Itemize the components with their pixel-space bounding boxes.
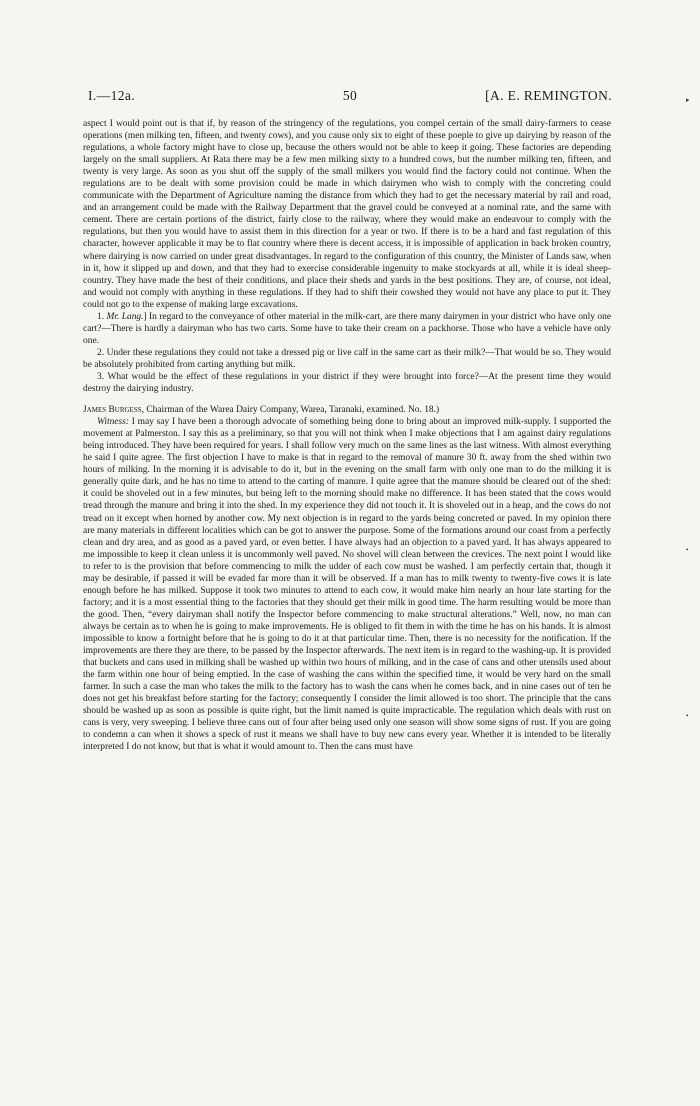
margin-mark: • bbox=[686, 712, 689, 720]
witness-name: James Burgess bbox=[83, 405, 142, 416]
question-answer: 1. Mr. Lang.] In regard to the conveyance of other material in the milk-cart, are there many dairymen in your district who have only one cart?—There is hardly a dairyman who has two carts. Some have to take their cream on a packhorse. Those who have a vehicle have only one. bbox=[83, 311, 612, 346]
margin-mark: • bbox=[686, 546, 689, 554]
speaker-name: Mr. Lang. bbox=[106, 311, 144, 322]
paper-reference: I.—12a. bbox=[88, 88, 136, 103]
question-answer: 2. Under these regulations they could not take a dressed pig or live calf in the same cart as their milk?—That would be so. They would be absolutely prohibited from carting anything but milk. bbox=[83, 347, 611, 370]
document-body bbox=[83, 118, 611, 753]
paragraph: aspect I would point out is that if, by reason of the stringency of the regulations, you compel certain of the small dairy-farmers to cease operations (men milking ten, fifteen, and twenty cows), and you cause only six to eight of these poeple to give up dairying by reason of the regulations, a whole factory might have to close up, because the others would not be able to keep it going. These factories are depending largely on the small suppliers. At Rata there may be a few men milking sixty to a hundred cows, but the number milking ten, fifteen, and twenty is very large. As soon as you shut off the supply of the small milkers you would find the factory could not continue. When the regulations are to be dealt with some provision could be made in which dairymen who wish to comply with the concreting could communicate with the Department of Agriculture naming the distance from which they had to get the necessary material by rail and road, and an arrangement could be made with the Railway Department that the gravel could be conveyed at a nominal rate, and the same with cement. There are certain portions of the district, fairly close to the railway, where they would make an endeavour to comply with the regulations, but then you would have to assist them in this direction for a year or two. If there is to be a hard and fast regulation of this character, however applicable it may be to flat country where there is decent access, it is impossible of application in back broken country, where dairying is now carried on under great disadvantages. In regard to the configuration of this country, the Minister of Lands saw, when in it, how it slipped up and down, and that they had to exercise considerable ingenuity to make stockyards at all, while it is ideal sheep-country. They have made the best of their conditions, and place their sheds and yards in the best positions. They are, of course, not ideal, and would not comply with anything in these regulations. If they had to shift their cowshed they would not have any place to put it. They could not go to the expense of making large excavations. bbox=[83, 119, 611, 310]
witness-header-name: [A. E. REMINGTON. bbox=[485, 88, 612, 103]
witness-statement: Witness: I may say I have been a thorough advocate of something being done to bring about an improved milk-supply. I supported the movement at Palmerston. I say this as a preliminary, so that you will not think when I make objections that I am against dairy regulations being introduced. They have been required for years. I shall follow very much on the same lines as the last witness. With almost everything he said I quite agree. The first objection I have to make is that in regard to the removal of manure 30 ft. away from the shed within two hours of milking. In the morning it is advisable to do it, but in the evening on the small farm with only one man to do the milking it is generally quite dark, and he has no time to attend to the carting of manure. I quite agree that the manure should be cleared out of the shed: it could be shoveled out in a few minutes, but being left to the morning should make no difference. It has been stated that the cows would tread through the manure and bring it into the shed. In my experience they did not touch it. It is shoveled out in a heap, and the cows do not tread on it except when horned by another cow. My next objection is in regard to the yards being concreted or paved. In my opinion there are many materials in different localities which can be got to answer the purpose. Some of the formations around our coast from a perfectly clean and dry area, and as good as a paved yard, or even better. I have always had an objection to a paved yard. It has always appeared to me impossible to keep it clean unless it is uncommonly well paved. No shovel will clean between the crevices. The next point I would like to refer to is the provision that before commencing to milk the udder of each cow must be washed. I am perfectly certain that, though it may be desirable, if passed it will be evaded far more than it will be observed. If a man has to milk twenty to twenty-five cows it is late enough before he has milked. Suppose it took two minutes to attend to each cow, it would make him nearly an hour late starting for the factory; and it is a most essential thing to the factories that they should get their milk in good time. The harm resulting would be more than the good. Then, “every dairyman shall notify the Inspector before commencing to make structural alterations.” Well, now, no man can always be certain as to when he is going to make improvements. He is obliged to fit them in with the time he has on his hands. It is almost impossible to know a fortnight before that he is going to do it at that particular time. Then, there is no necessity for the notification. If the improvements are there they are there, to be passed by the Inspector afterwards. The next item is in regard to the washing-up. It is provided that buckets and cans used in milking shall be washed up within two hours of milking, and in the case of cans and other utensils used about the farm within one hour of being emptied. In the case of washing the cans within the specified time, it would be very hard on the small farmer. In such a case the man who takes the milk to the factory has to wash the cans when he comes back, and in nine cases out of ten he does not get his breakfast before starting for the factory; consequently I consider the limit allowed is too short. The principle that the cans should be washed up as soon as possible is quite right, but the limit named is quite impracticable. The regulation which deals with rust on cans is very, very sweeping. I believe three cans out of four after being used only one season will show some signs of rust. If you are going to condemn a can when it shows a speck of rust it means we shall have to buy new cans every year. Whether it is intended to be literally interpreted I do not know, but that is what it would amount to. Then the cans must have bbox=[83, 417, 611, 753]
page-number: 50 bbox=[342, 88, 358, 103]
witness-heading: James Burgess, Chairman of the Warea Dairy Company, Warea, Taranaki, examined. No. 18.) bbox=[83, 405, 440, 416]
witness-label: Witness: bbox=[97, 417, 129, 428]
question-answer: 3. What would be the effect of these regulations in your district if they were brought into force?—At the present time they would destroy the dairying industry. bbox=[83, 371, 611, 395]
margin-mark: ▸ bbox=[686, 96, 690, 104]
page-header bbox=[88, 88, 612, 108]
